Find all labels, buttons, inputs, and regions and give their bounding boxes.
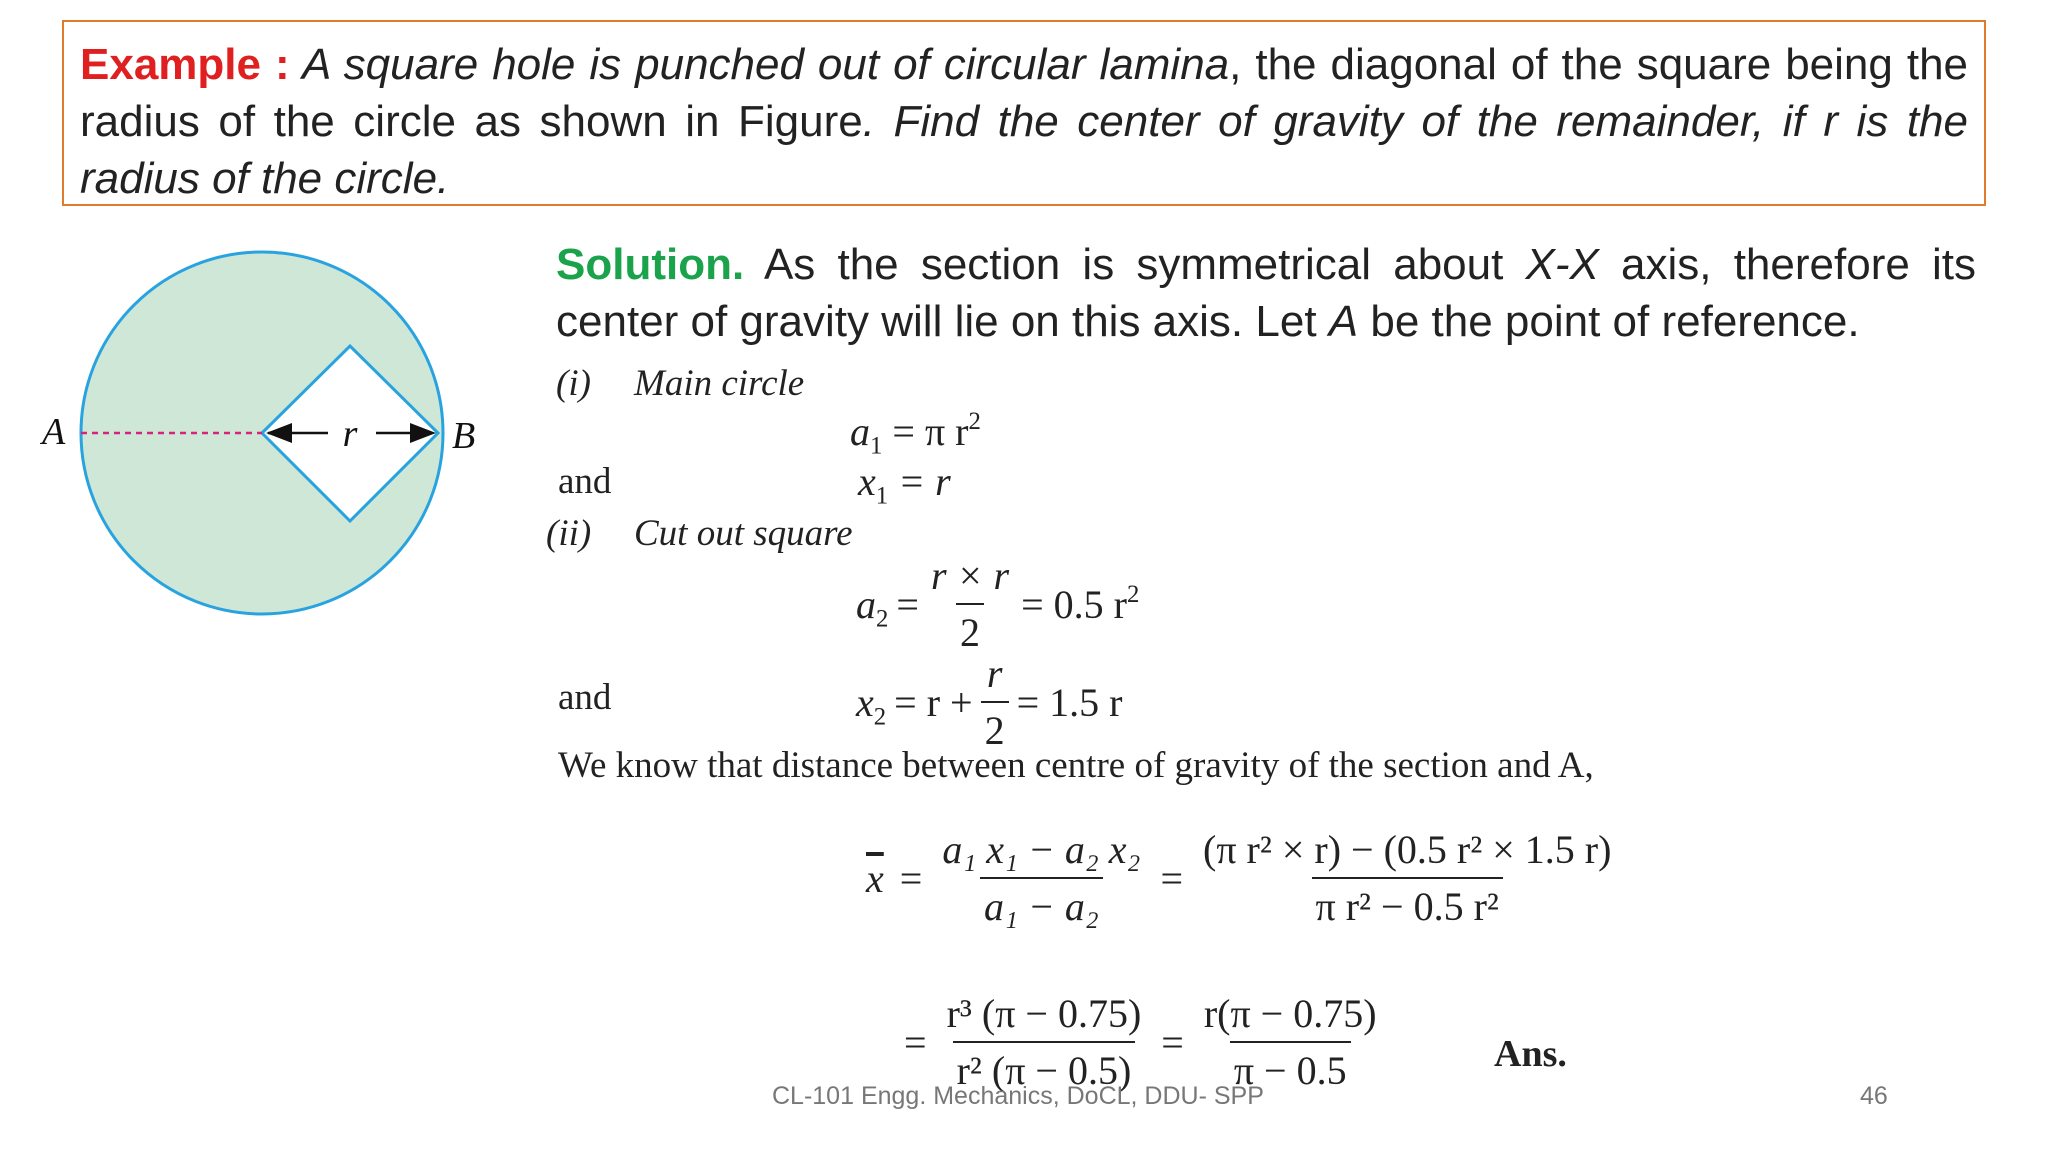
example-label: Example : bbox=[80, 40, 290, 89]
formula-equals-2: = bbox=[1160, 855, 1184, 901]
example-text-d: , if r is the radius of the circle. bbox=[80, 97, 1968, 203]
formula-equals-3: = bbox=[904, 1019, 927, 1065]
solution-label: Solution. bbox=[556, 240, 745, 289]
x2-symbol: x bbox=[856, 679, 874, 725]
solution-text-1: As the section is symmetrical about bbox=[763, 240, 1526, 289]
general-numerator: a₁ x₁ − a₂ x₂ bbox=[942, 827, 1141, 872]
and-label-1: and bbox=[558, 461, 612, 502]
a2-fraction bbox=[927, 552, 1013, 656]
a2-numerator: r × r bbox=[930, 553, 1010, 598]
step-i-number: (i) bbox=[556, 363, 591, 404]
x1-value: = r bbox=[898, 459, 951, 504]
page-number: 46 bbox=[1860, 1082, 1888, 1110]
formula-row-2 bbox=[904, 990, 1381, 1094]
solution-text-3: be the point of reference. bbox=[1358, 297, 1860, 346]
simplified-denominator: r² (π − 0.5) bbox=[953, 1041, 1136, 1094]
step-ii-number: (ii) bbox=[546, 513, 592, 554]
example-box bbox=[62, 20, 1986, 206]
formula-row-1 bbox=[866, 826, 1615, 930]
lamina-figure bbox=[30, 240, 500, 630]
x2-middle: = r + bbox=[894, 679, 973, 725]
formula-equals-1: = bbox=[899, 855, 923, 901]
x2-numerator: r bbox=[986, 651, 1003, 696]
x-bar: $\overline{x}$ bbox=[866, 855, 884, 901]
a1-exponent: 2 bbox=[968, 407, 981, 435]
general-denominator: a₁ − a₂ bbox=[980, 877, 1103, 930]
reference-point: A bbox=[1328, 297, 1359, 346]
a1-symbol: a bbox=[850, 409, 870, 454]
a1-subscript: 1 bbox=[870, 432, 883, 460]
final-denominator: π − 0.5 bbox=[1230, 1041, 1351, 1094]
point-a-label: A bbox=[42, 411, 66, 453]
step-i-title: Main circle bbox=[634, 363, 805, 404]
a2-symbol: a bbox=[856, 581, 876, 627]
fraction-general bbox=[938, 826, 1144, 930]
fraction-substituted bbox=[1199, 826, 1615, 930]
solution-text-2: axis, therefore its center of gravity will lie on this axis. Let bbox=[556, 240, 1976, 346]
simplified-numerator: r³ (π − 0.75) bbox=[946, 991, 1142, 1036]
example-text bbox=[80, 36, 1968, 207]
example-text-b: , the diagonal of the square being the radius of the circle as shown in Figure bbox=[80, 40, 1969, 146]
formula-equals-4: = bbox=[1161, 1019, 1184, 1065]
fraction-simplified bbox=[943, 990, 1146, 1094]
substituted-denominator: π r² − 0.5 r² bbox=[1312, 877, 1503, 930]
and-label-2: and bbox=[558, 677, 612, 718]
a2-equals: = bbox=[896, 581, 919, 627]
eq-a2 bbox=[856, 552, 1139, 656]
example-text-a: A square hole is punched out of circular lamina bbox=[301, 40, 1230, 89]
eq-x1 bbox=[858, 458, 951, 510]
eq-x2 bbox=[856, 650, 1123, 754]
a2-denominator: 2 bbox=[956, 603, 984, 656]
point-b-label: B bbox=[452, 415, 476, 457]
eq-a1 bbox=[850, 407, 981, 460]
x2-value: = 1.5 r bbox=[1016, 679, 1123, 725]
x2-fraction bbox=[981, 650, 1009, 754]
step-ii-title: Cut out square bbox=[634, 513, 853, 554]
footer-course: CL-101 Engg. Mechanics, DoCL, DDU- SPP bbox=[772, 1082, 1264, 1110]
x2-denominator: 2 bbox=[981, 701, 1009, 754]
a2-subscript: 2 bbox=[876, 605, 889, 633]
a2-exponent: 2 bbox=[1126, 580, 1140, 608]
dimension-label: r bbox=[342, 413, 358, 455]
solution-intro bbox=[556, 236, 1976, 350]
x1-symbol: x bbox=[858, 459, 876, 504]
a2-value: = 0.5 r bbox=[1021, 581, 1127, 627]
a1-value: = π r bbox=[892, 409, 969, 454]
axis-name: X-X bbox=[1525, 240, 1599, 289]
substituted-numerator: (π r² × r) − (0.5 r² × 1.5 r) bbox=[1203, 827, 1612, 872]
answer-label: Ans. bbox=[1494, 1033, 1567, 1075]
final-numerator: r(π − 0.75) bbox=[1203, 991, 1377, 1036]
fraction-final bbox=[1200, 990, 1381, 1094]
example-text-c: . Find the center of gravity of the remainder bbox=[862, 97, 1753, 146]
x1-subscript: 1 bbox=[875, 482, 889, 510]
statement: We know that distance between centre of gravity of the section and A, bbox=[558, 745, 1594, 786]
x2-subscript: 2 bbox=[873, 703, 887, 731]
